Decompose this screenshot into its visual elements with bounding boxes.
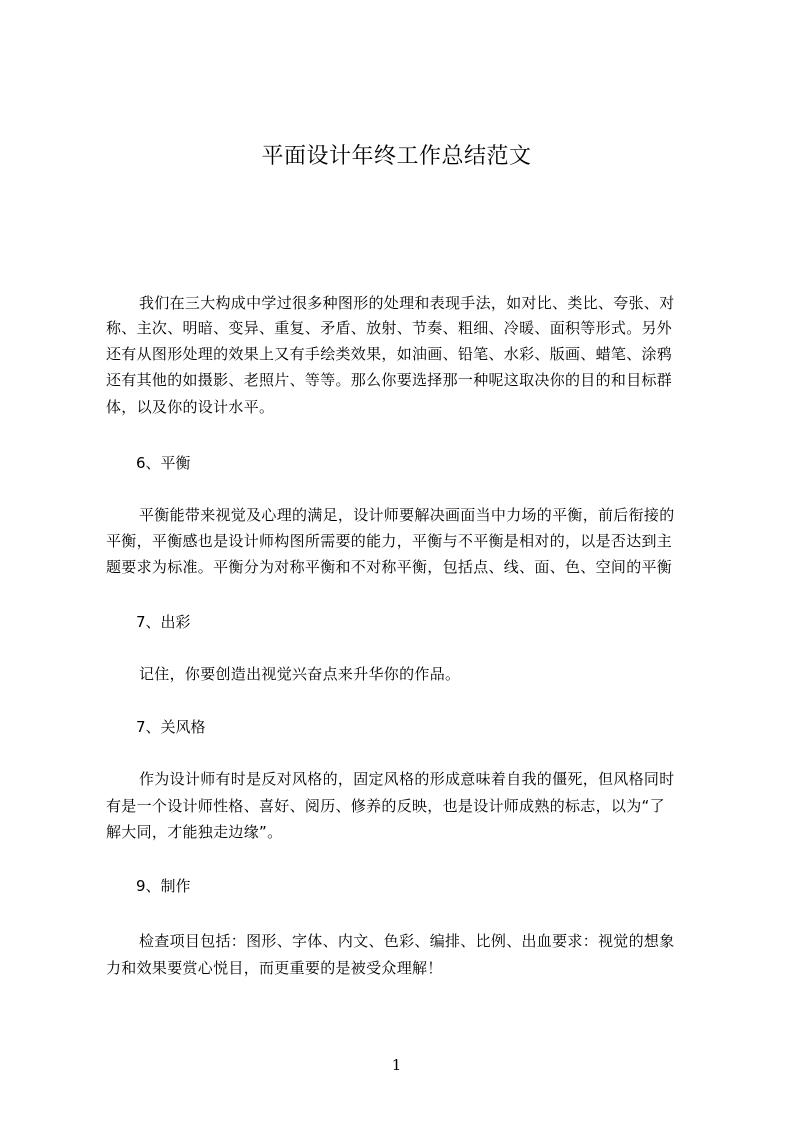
paragraph-line: 解大同，才能独走边缘”。 — [106, 823, 283, 841]
paragraph-line: 称、主次、明暗、变异、重复、矛盾、放射、节奏、粗细、冷暖、面积等形式。另外 — [106, 319, 673, 337]
paragraph-line: 平衡能带来视觉及心理的满足，设计师要解决画面当中力场的平衡，前后衔接的 — [139, 506, 675, 524]
section-heading: 9、制作 — [136, 877, 191, 895]
section-heading: 7、出彩 — [136, 613, 191, 631]
document-title: 平面设计年终工作总结范文 — [261, 144, 532, 169]
paragraph-line: 力和效果要赏心悦目，而更重要的是被受众理解！ — [106, 959, 443, 977]
paragraph-line: 还有其他的如摄影、老照片、等等。那么你要选择那一种呢这取决你的目的和目标群 — [106, 371, 673, 389]
section-heading: 7、关风格 — [136, 718, 206, 736]
paragraph-line: 检查项目包括：图形、字体、内文、色彩、编排、比例、出血要求：视觉的想象 — [139, 932, 675, 950]
page-number: 1 — [391, 1056, 402, 1074]
paragraph-line: 记住，你要创造出视觉兴奋点来升华你的作品。 — [139, 665, 461, 683]
paragraph-line: 平衡，平衡感也是设计师构图所需要的能力，平衡与不平衡是相对的，以是否达到主 — [106, 532, 673, 550]
paragraph-line: 体，以及你的设计水平。 — [106, 398, 275, 416]
paragraph-line: 题要求为标准。平衡分为对称平衡和不对称平衡，包括点、线、面、色、空间的平衡 — [106, 558, 673, 576]
paragraph-line: 还有从图形处理的效果上又有手绘类效果，如油画、铅笔、水彩、版画、蜡笔、涂鸦 — [106, 345, 673, 363]
section-heading: 6、平衡 — [136, 454, 191, 472]
paragraph-line: 有是一个设计师性格、喜好、阅历、修养的反映，也是设计师成熟的标志，以为“了 — [106, 797, 665, 815]
paragraph-line: 我们在三大构成中学过很多种图形的处理和表现手法，如对比、类比、夸张、对 — [139, 294, 675, 312]
paragraph-line: 作为设计师有时是反对风格的，固定风格的形成意味着自我的僵死，但风格同时 — [139, 770, 675, 788]
